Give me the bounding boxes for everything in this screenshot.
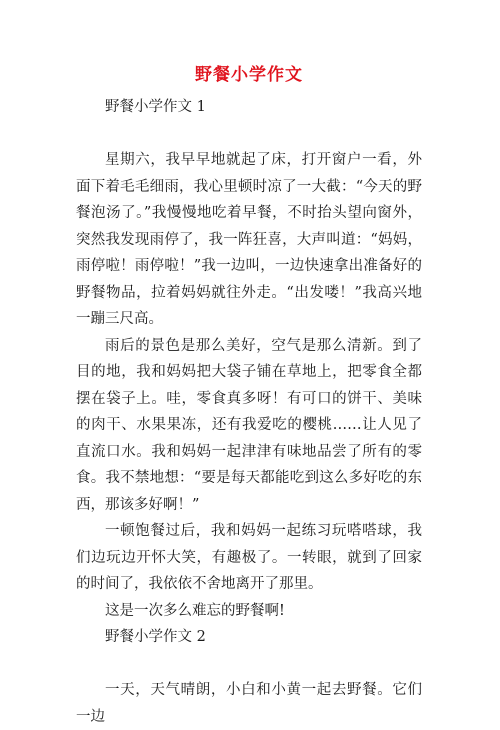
document-title: 野餐小学作文 — [195, 65, 303, 85]
blank-line — [76, 121, 422, 148]
essay-1-heading: 野餐小学作文 1 — [105, 99, 206, 115]
essay-1-paragraph-3: 一顿饱餐过后，我和妈妈一起练习玩嗒嗒球，我们边玩边开怀大笑，有趣极了。一转眼，就到了回家的时间了，我依依不舍地离开了那里。 — [76, 523, 422, 592]
essay-2-paragraph-1: 一天，天气晴朗，小白和小黄一起去野餐。它们一边 — [76, 682, 422, 725]
essay-1-paragraph-4: 这是一次多么难忘的野餐啊! — [105, 602, 285, 619]
document-body — [76, 94, 422, 730]
essay-2-heading: 野餐小学作文 2 — [105, 629, 206, 645]
essay-1-paragraph-2: 雨后的景色是那么美好，空气是那么清新。到了目的地，我和妈妈把大袋子铺在草地上，把零食全都摆在袋子上。哇，零食真多呀！有可口的饼干、美味的肉干、水果果冻，还有我爱吃的樱桃……让人见了直流口水。我和妈妈一起津津有味地品尝了所有的零食。我不禁地想：“要是每天都能吃到这么多好吃的东西，那该多好啊！” — [76, 337, 422, 513]
blank-line — [76, 651, 422, 678]
essay-1-paragraph-1: 星期六，我早早地就起了床，打开窗户一看，外面下着毛毛细雨，我心里顿时凉了一大截：“今天的野餐泡汤了。”我慢慢地吃着早餐，不时抬头望向窗外，突然我发现雨停了，我一阵狂喜，大声叫道：“妈妈，雨停啦！雨停啦！”我一边叫，一边快速拿出准备好的野餐物品，拉着妈妈就往外走。“出发喽！”我高兴地一蹦三尺高。 — [76, 152, 422, 327]
